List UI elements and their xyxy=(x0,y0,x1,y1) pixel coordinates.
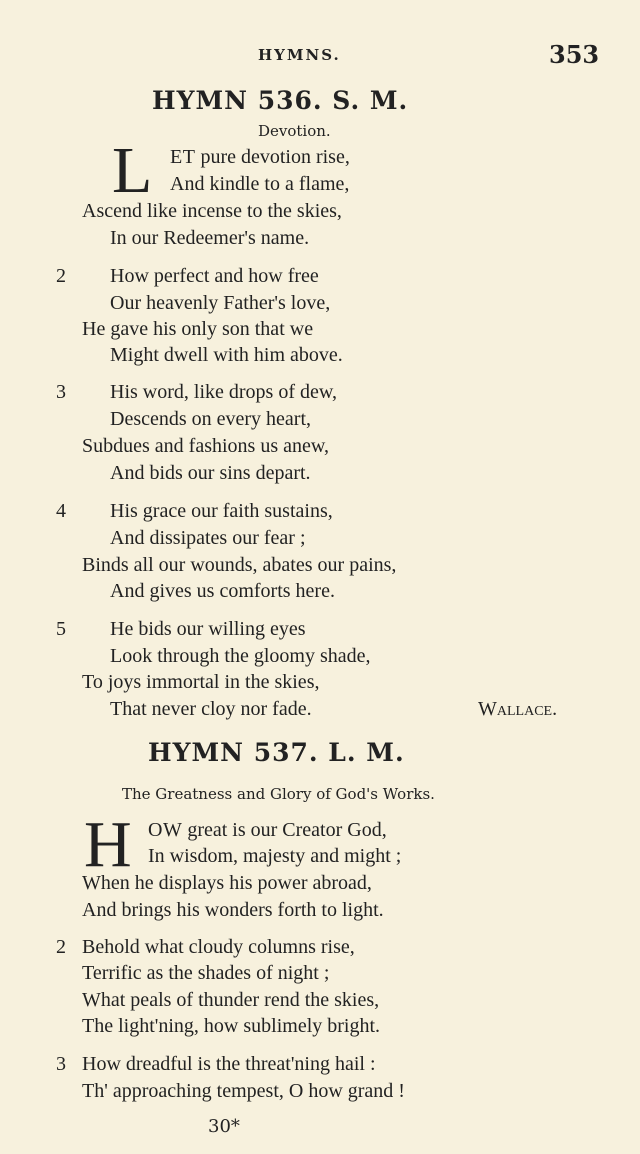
stanza-number: 4 xyxy=(56,500,66,522)
running-head: HYMNS. xyxy=(258,46,341,64)
verse-line: How perfect and how free xyxy=(110,265,319,287)
page-number: 353 xyxy=(549,40,600,69)
verse-line xyxy=(170,146,350,169)
verse-line: Binds all our wounds, abates our pains, xyxy=(82,554,397,576)
verse-line: To joys immortal in the skies, xyxy=(82,671,320,693)
first-word-caps: OW xyxy=(148,819,183,841)
verse-line: And bids our sins depart. xyxy=(110,462,311,484)
verse-line: And kindle to a flame, xyxy=(170,173,350,195)
verse-line: He bids our willing eyes xyxy=(110,618,306,640)
verse-line: Subdues and fashions us anew, xyxy=(82,435,330,457)
verse-line: Behold what cloudy columns rise, xyxy=(82,936,355,958)
verse-line: His word, like drops of dew, xyxy=(110,381,338,403)
drop-cap: H xyxy=(84,808,132,881)
verse-line: Look through the gloomy shade, xyxy=(110,645,371,667)
signature-mark: 30* xyxy=(208,1116,240,1137)
hymn-536-subtitle: Devotion. xyxy=(258,122,331,140)
first-line-rest: great is our Creator God, xyxy=(182,819,387,841)
hymn-537-title: HYMN 537. L. M. xyxy=(148,738,405,767)
stanza-number: 5 xyxy=(56,618,66,640)
verse-line: That never cloy nor fade. xyxy=(110,698,312,720)
verse-line: When he displays his power abroad, xyxy=(82,872,372,894)
first-word-caps: ET xyxy=(170,146,196,168)
verse-line: And dissipates our fear ; xyxy=(110,527,306,549)
verse-line: Th' approaching tempest, O how grand ! xyxy=(82,1080,405,1102)
stanza-number: 3 xyxy=(56,1053,66,1075)
verse-line: Might dwell with him above. xyxy=(110,344,343,366)
verse-line: And brings his wonders forth to light. xyxy=(82,899,384,921)
hymn-536-title: HYMN 536. S. M. xyxy=(152,86,409,115)
stanza-number: 2 xyxy=(56,265,66,287)
verse-line: How dreadful is the threat'ning hail : xyxy=(82,1053,376,1075)
hymn-537-subtitle: The Greatness and Glory of God's Works. xyxy=(122,785,435,803)
verse-line: In wisdom, majesty and might ; xyxy=(148,845,402,867)
verse-line: He gave his only son that we xyxy=(82,318,314,340)
verse-line: And gives us comforts here. xyxy=(110,580,335,602)
verse-line: What peals of thunder rend the skies, xyxy=(82,989,380,1011)
verse-line: Descends on every heart, xyxy=(110,408,312,430)
first-line-rest: pure devotion rise, xyxy=(195,146,350,168)
verse-line: Ascend like incense to the skies, xyxy=(82,200,342,222)
verse-line: In our Redeemer's name. xyxy=(110,227,310,249)
verse-line xyxy=(148,819,387,842)
verse-line: Our heavenly Father's love, xyxy=(110,292,331,314)
author-attribution: Wallace. xyxy=(478,698,558,720)
stanza-number: 3 xyxy=(56,381,66,403)
verse-line: The light'ning, how sublimely bright. xyxy=(82,1015,381,1037)
stanza-number: 2 xyxy=(56,936,66,958)
verse-line: Terrific as the shades of night ; xyxy=(82,962,330,984)
verse-line: His grace our faith sustains, xyxy=(110,500,333,522)
drop-cap: L xyxy=(112,134,153,207)
